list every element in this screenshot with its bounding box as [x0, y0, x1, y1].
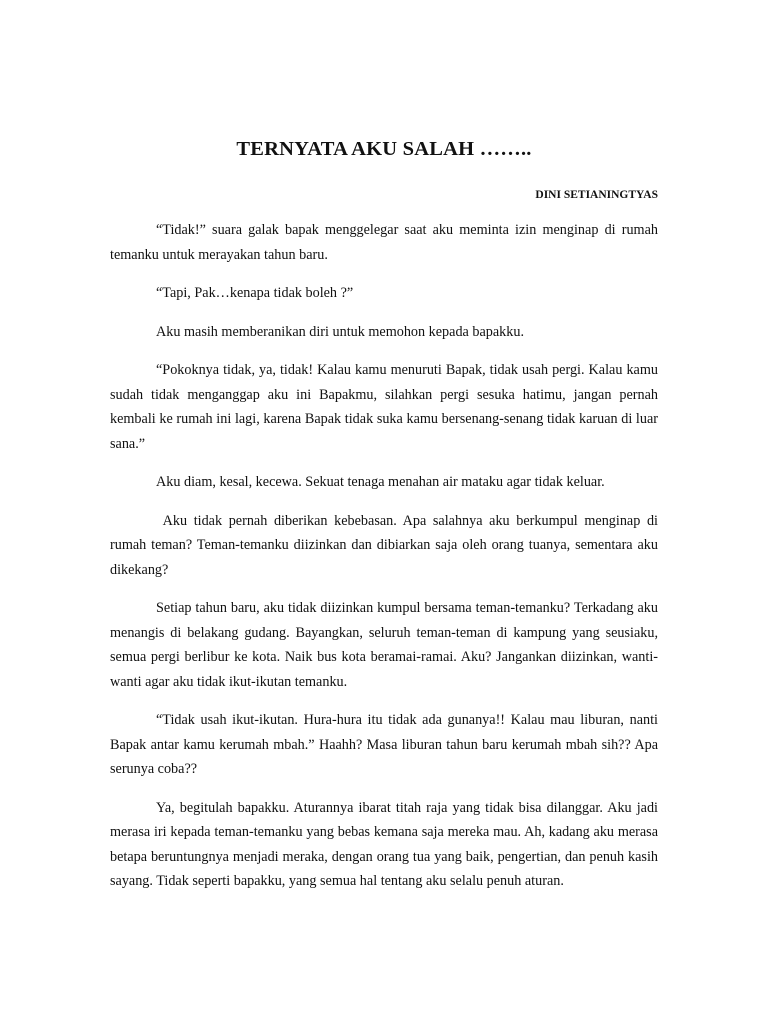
paragraph: Aku diam, kesal, kecewa. Sekuat tenaga menahan air mataku agar tidak keluar.: [156, 474, 605, 490]
paragraph: Ya, begitulah bapakku. Aturannya ibarat titah raja yang tidak bisa dilanggar. Aku jadi merasa iri kepada teman-temanku yang bebas kemana saja mereka mau. Ah, kadang aku merasa betapa beruntungnya menjadi meraka, dengan orang tua yang baik, pengertian, dan penuh kasih sayang. Tidak seperti bapakku, yang semua hal tentang aku selalu penuh aturan.: [110, 799, 658, 889]
paragraph: Setiap tahun baru, aku tidak diizinkan kumpul bersama teman-temanku? Terkadang aku menangis di belakang gudang. Bayangkan, seluruh teman-teman di kampung yang seusiaku, semua pergi berlibur ke kota. Naik bus kota beramai-ramai. Aku? Jangankan diizinkan, wanti-wanti agar aku tidak ikut-ikutan temanku.: [110, 600, 658, 690]
paragraph: “Tidak usah ikut-ikutan. Hura-hura itu tidak ada gunanya!! Kalau mau liburan, nanti Bapak antar kamu kerumah mbah.” Haahh? Masa liburan tahun baru kerumah mbah sih?? Apa serunya coba??: [110, 712, 658, 777]
paragraph: Aku masih memberanikan diri untuk memohon kepada bapakku.: [156, 323, 524, 340]
author-name: DINI SETIANINGTYAS: [535, 189, 658, 201]
document-body: [110, 218, 662, 908]
document-title: TERNYATA AKU SALAH ……..: [236, 138, 532, 160]
document-page: [110, 0, 662, 1024]
paragraph: “Tapi, Pak…kenapa tidak boleh ?”: [156, 285, 354, 301]
paragraph: Aku tidak pernah diberikan kebebasan. Apa salahnya aku berkumpul menginap di rumah teman? Teman-temanku diizinkan dan dibiarkan saja oleh orang tuanya, sementara aku dikekang?: [110, 512, 662, 578]
paragraph: “Tidak!” suara galak bapak menggelegar saat aku meminta izin menginap di rumah temanku untuk merayakan tahun baru.: [110, 222, 658, 263]
paragraph: “Pokoknya tidak, ya, tidak! Kalau kamu menuruti Bapak, tidak usah pergi. Kalau kamu sudah tidak menganggap aku ini Bapakmu, silahkan pergi sesuka hatimu, jangan pernah kembali ke rumah ini lagi, karena Bapak tidak suka kamu bersenang-senang tidak karuan di luar sana.”: [110, 362, 658, 452]
